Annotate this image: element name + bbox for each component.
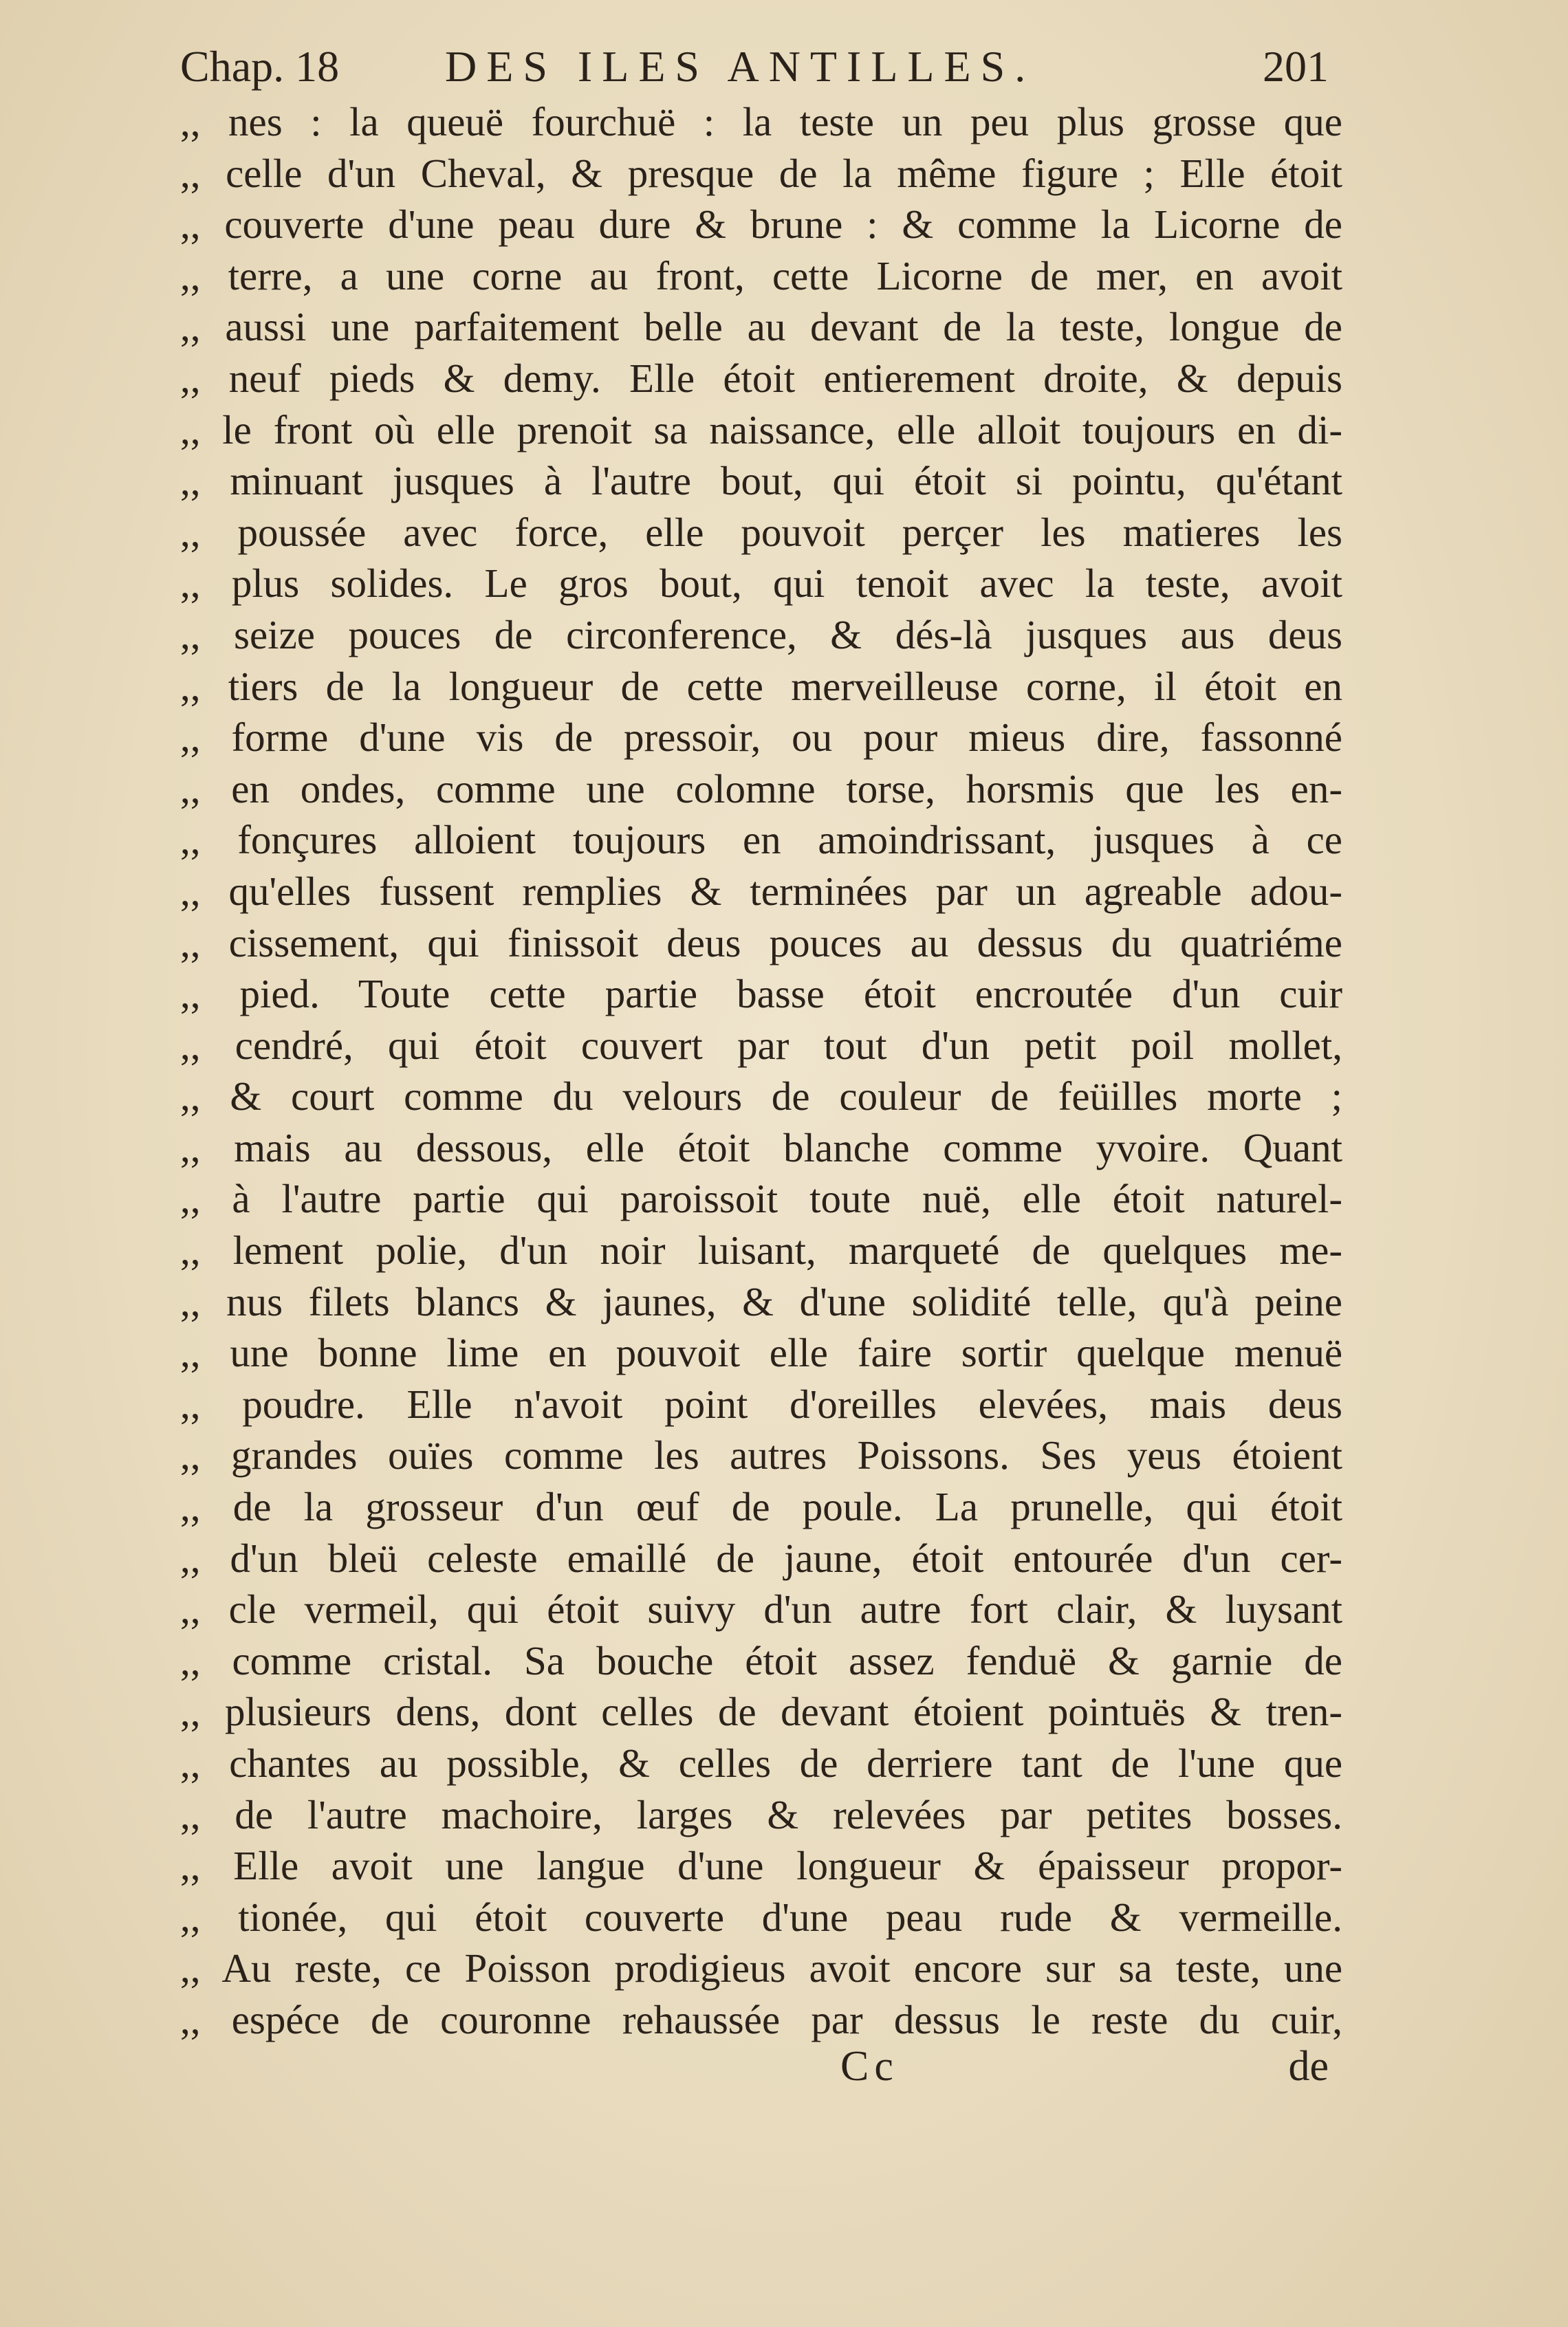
text-line: ,, de l'autre machoire, larges & relevées par petites bosses.: [180, 1791, 1342, 1837]
catchword: de: [1288, 2043, 1329, 2090]
text-line: ,, nes : la queuë fourchuë : la teste un peu plus grosse que: [180, 99, 1342, 144]
text-line: ,, poussée avec force, elle pouvoit perçer les matieres les: [180, 509, 1342, 555]
text-line: ,, nus filets blancs & jaunes, & d'une solidité telle, qu'à peine: [180, 1278, 1342, 1324]
text-line: ,, plus solides. Le gros bout, qui tenoit avec la teste, avoit: [180, 560, 1342, 607]
text-line: ,, plusieurs dens, dont celles de devant étoient pointuës & tren-: [180, 1689, 1342, 1735]
text-line: ,, tiers de la longueur de cette merveilleuse corne, il étoit en: [180, 663, 1342, 709]
text-line: ,, chantes au possible, & celles de derriere tant de l'une que: [180, 1740, 1342, 1786]
signature-mark: Cc: [840, 2043, 899, 2090]
text-line: ,, neuf pieds & demy. Elle étoit entierement droite, & depuis: [180, 355, 1342, 401]
text-line: ,, de la grosseur d'un œuf de poule. La prunelle, qui étoit: [180, 1484, 1342, 1530]
chapter-label: Chap. 18: [180, 42, 340, 91]
text-line: ,, espéce de couronne rehaussée par dessus le reste du cuir,: [180, 1996, 1342, 2042]
text-line: ,, terre, a une corne au front, cette Licorne de mer, en avoit: [180, 252, 1342, 298]
text-line: ,, cendré, qui étoit couvert par tout d'un petit poil mollet,: [180, 1022, 1342, 1068]
text-line: ,, pied. Toute cette partie basse étoit encroutée d'un cuir: [180, 971, 1342, 1017]
text-line: ,, forme d'une vis de pressoir, ou pour mieus dire, fassonné: [180, 714, 1342, 761]
text-line: ,, qu'elles fussent remplies & terminées par un agreable adou-: [180, 868, 1342, 914]
text-line: ,, celle d'un Cheval, & presque de la même figure ; Elle étoit: [180, 150, 1342, 196]
text-line: ,, à l'autre partie qui paroissoit toute nuë, elle étoit naturel-: [180, 1176, 1342, 1222]
text-line: ,, Elle avoit une langue d'une longueur & épaisseur propor-: [180, 1843, 1342, 1889]
text-line: ,, en ondes, comme une colomne torse, horsmis que les en-: [180, 765, 1342, 811]
running-title: DES ILES ANTILLES.: [445, 42, 1036, 91]
text-line: ,, lement polie, d'un noir luisant, marqueté de quelques me-: [180, 1227, 1342, 1274]
text-line: ,, minuant jusques à l'autre bout, qui étoit si pointu, qu'étant: [180, 458, 1342, 504]
text-line: ,, une bonne lime en pouvoit elle faire sortir quelque menuë: [180, 1330, 1342, 1376]
text-line: ,, grandes ouïes comme les autres Poissons. Ses yeus étoient: [180, 1432, 1342, 1478]
text-line: ,, mais au dessous, elle étoit blanche comme yvoire. Quant: [180, 1124, 1342, 1170]
text-line: ,, tionée, qui étoit couverte d'une peau rude & vermeille.: [180, 1894, 1342, 1940]
body-text: [180, 96, 1342, 2046]
text-line: ,, cle vermeil, qui étoit suivy d'un autre fort clair, & luysant: [180, 1586, 1342, 1632]
text-line: ,, comme cristal. Sa bouche étoit assez fenduë & garnie de: [180, 1637, 1342, 1683]
page-footer: [180, 2035, 1342, 2097]
text-line: ,, couverte d'une peau dure & brune : & comme la Licorne de: [180, 201, 1342, 248]
text-line: ,, & court comme du velours de couleur de feüilles morte ;: [180, 1073, 1342, 1119]
text-line: ,, le front où elle prenoit sa naissance, elle alloit toujours en di-: [180, 406, 1342, 452]
text-line: ,, fonçures alloient toujours en amoindrissant, jusques à ce: [180, 817, 1342, 863]
page-number: 201: [1263, 42, 1329, 91]
text-line: ,, cissement, qui finissoit deus pouces au dessus du quatriéme: [180, 919, 1342, 965]
text-line: ,, seize pouces de circonference, & dés-là jusques aus deus: [180, 611, 1342, 657]
text-line: ,, poudre. Elle n'avoit point d'oreilles elevées, mais deus: [180, 1381, 1342, 1427]
text-line: ,, aussi une parfaitement belle au devant de la teste, longue de: [180, 304, 1342, 350]
page-header: [180, 36, 1342, 98]
text-line: ,, d'un bleü celeste emaillé de jaune, étoit entourée d'un cer-: [180, 1535, 1342, 1581]
text-line: ,, Au reste, ce Poisson prodigieus avoit encore sur sa teste, une: [180, 1945, 1342, 1991]
